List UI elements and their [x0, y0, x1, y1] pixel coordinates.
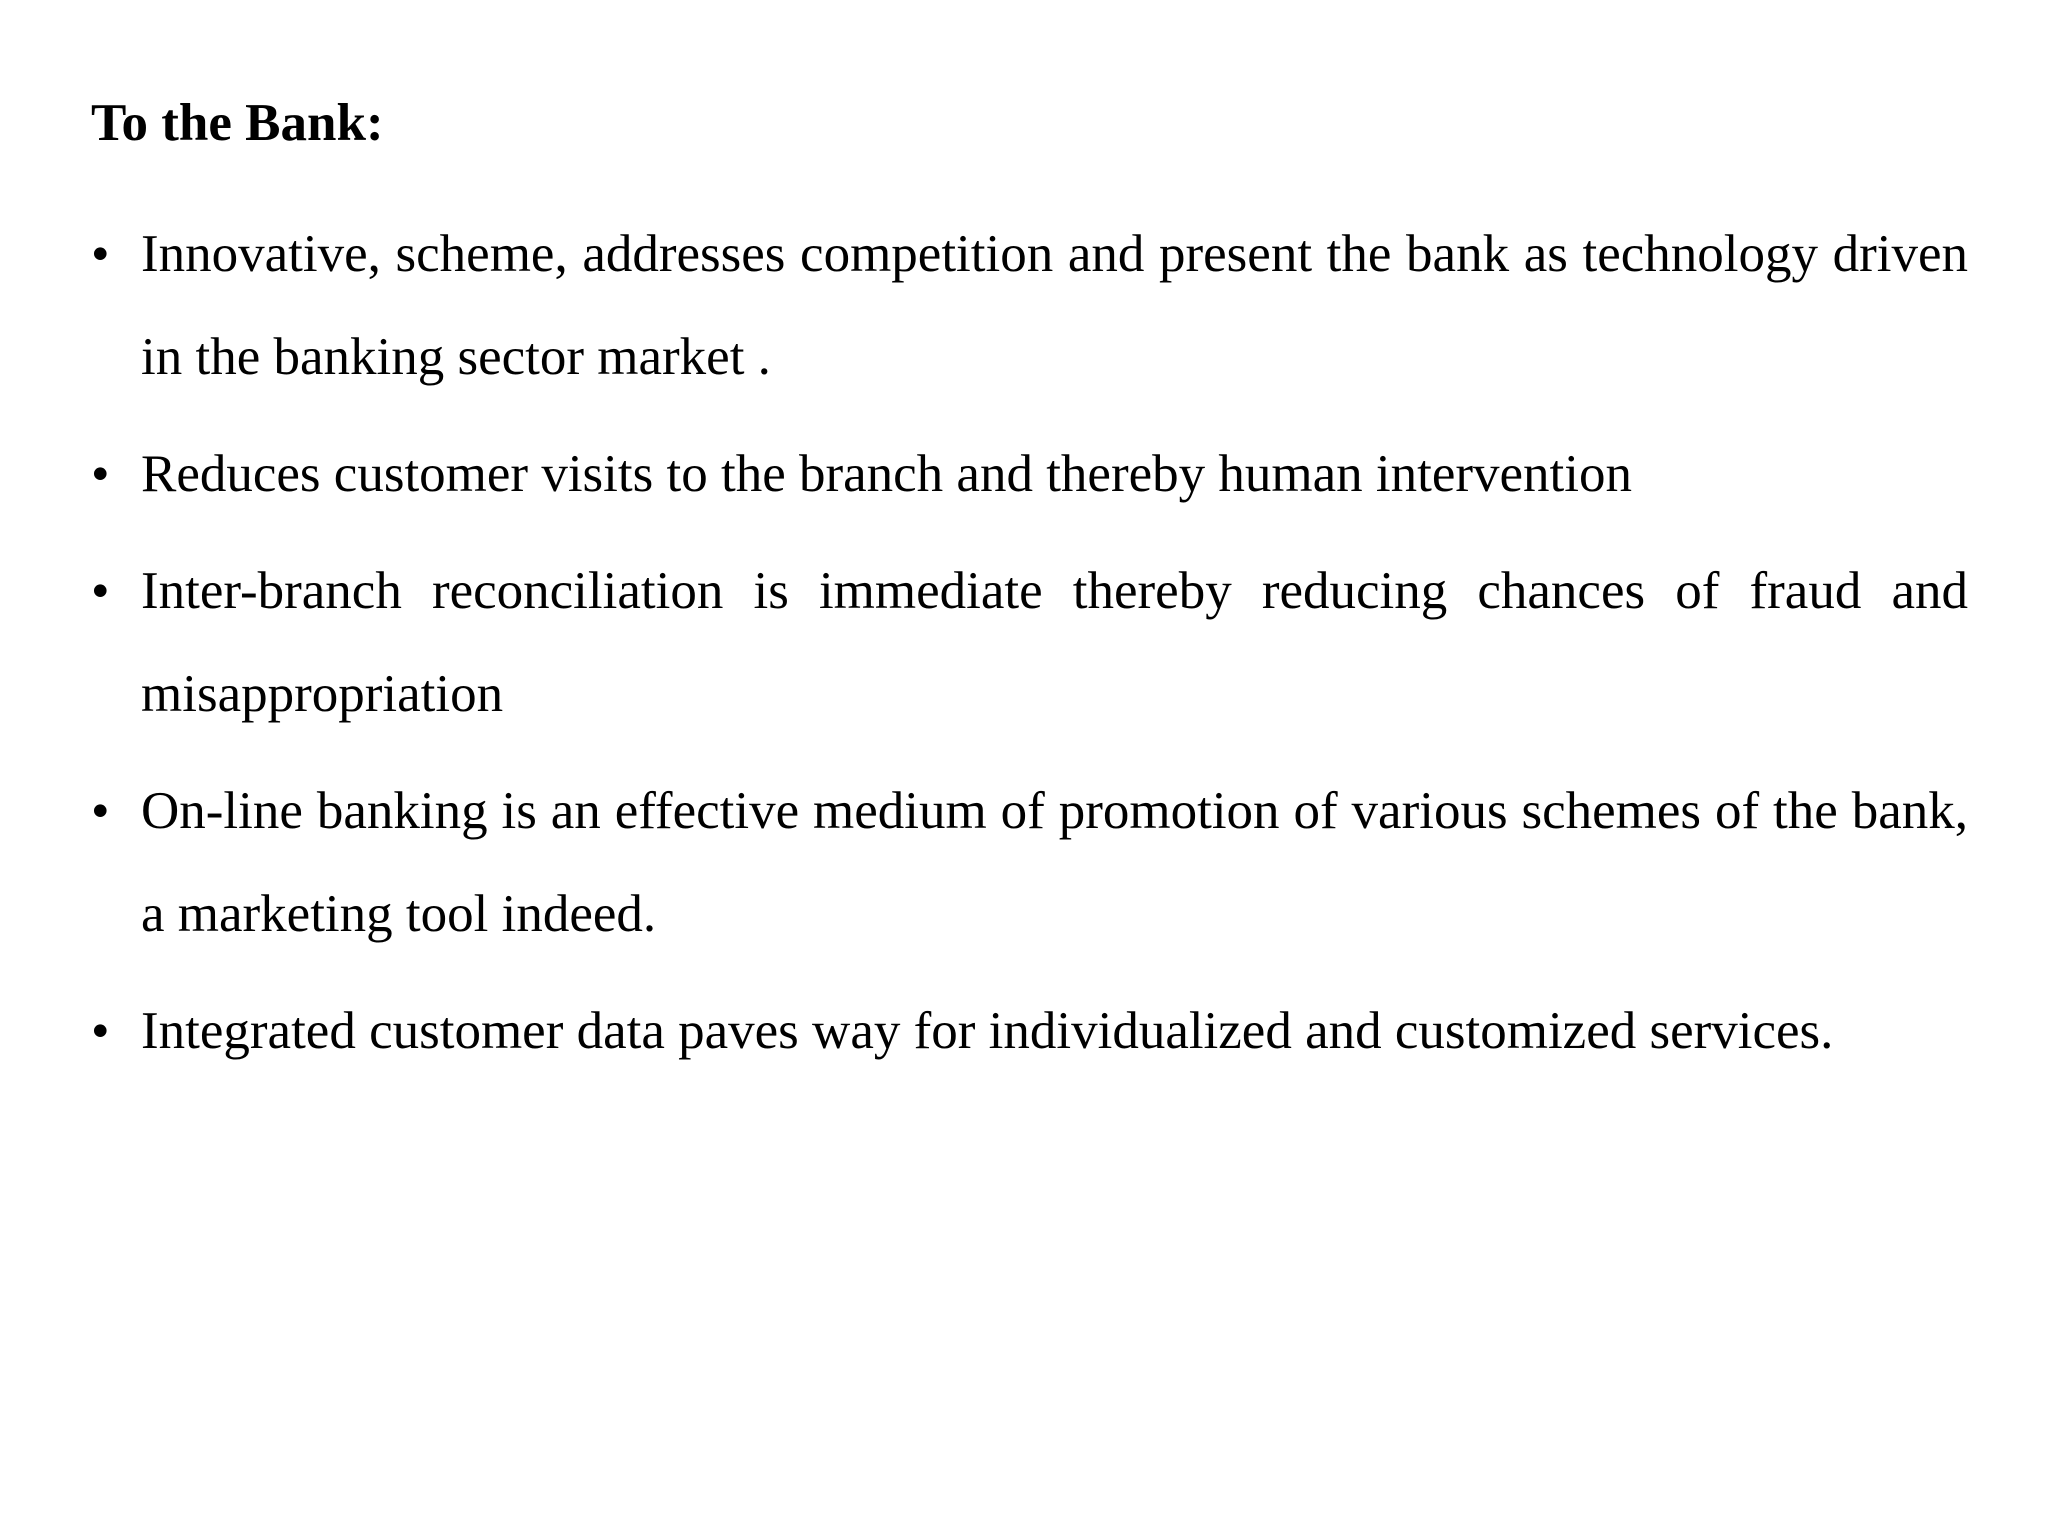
- list-item: [91, 203, 1968, 409]
- bullet-icon: •: [91, 1002, 110, 1060]
- list-item: [91, 540, 1968, 746]
- bullet-list: [91, 203, 1968, 1097]
- bullet-icon: •: [91, 782, 110, 840]
- bullet-icon: •: [91, 445, 110, 503]
- list-item: [91, 760, 1968, 966]
- bullet-text: On-line banking is an effective medium of promotion of various schemes of the bank, a marketing tool indeed.: [141, 782, 1968, 943]
- bullet-text: Inter-branch reconciliation is immediate thereby reducing chances of fraud and misappropriation: [141, 562, 1968, 723]
- bullet-text: Reduces customer visits to the branch and thereby human intervention: [141, 445, 1632, 503]
- list-item: [91, 423, 1968, 526]
- bullet-text: Innovative, scheme, addresses competition and present the bank as technology driven in the banking sector market .: [141, 225, 1968, 386]
- bullet-text: Integrated customer data paves way for individualized and customized services.: [141, 1002, 1834, 1060]
- bullet-icon: •: [91, 225, 110, 283]
- list-item: [91, 980, 1968, 1083]
- slide-heading: To the Bank:: [91, 94, 384, 152]
- bullet-icon: •: [91, 562, 110, 620]
